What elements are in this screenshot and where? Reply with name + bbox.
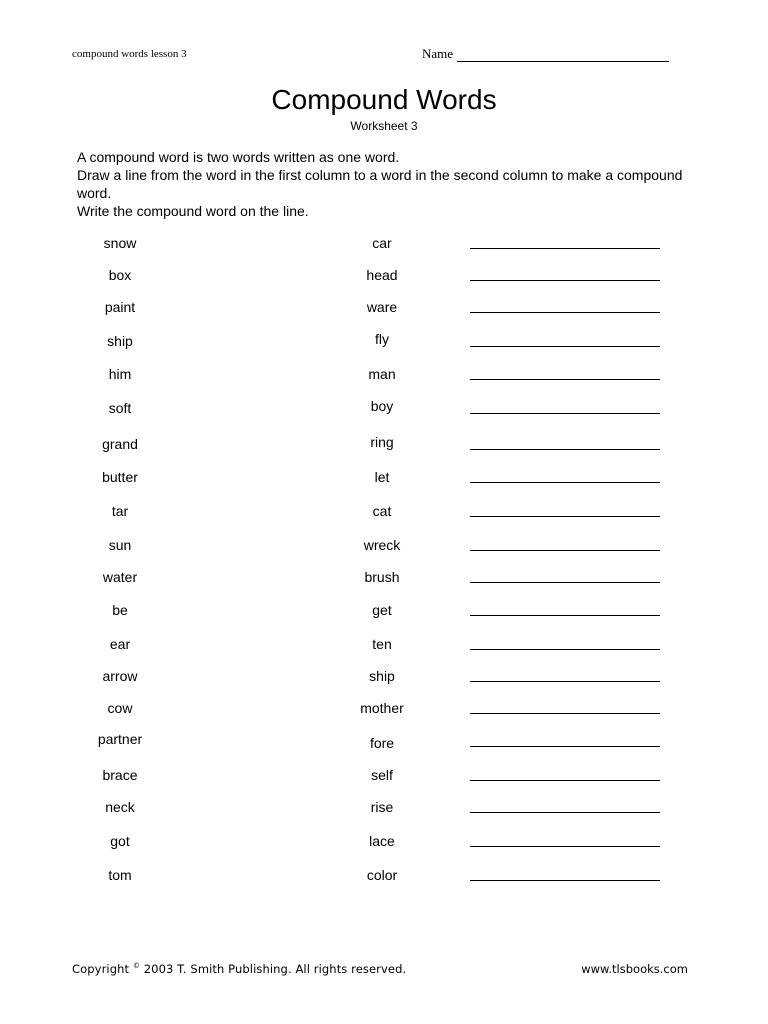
copyright-prefix: Copyright bbox=[72, 962, 130, 976]
answer-line[interactable] bbox=[470, 649, 660, 650]
answer-line[interactable] bbox=[470, 413, 660, 414]
instruction-3: Write the compound word on the line. bbox=[77, 203, 309, 219]
word-row bbox=[0, 731, 768, 751]
second-word: wreck bbox=[363, 537, 401, 553]
answer-line[interactable] bbox=[470, 346, 660, 347]
second-word: ring bbox=[370, 434, 394, 450]
answer-line[interactable] bbox=[470, 681, 660, 682]
second-word: boy bbox=[370, 398, 394, 414]
word-row bbox=[0, 797, 768, 817]
first-word: him bbox=[108, 366, 132, 382]
word-row bbox=[0, 233, 768, 253]
answer-line[interactable] bbox=[470, 880, 660, 881]
word-row bbox=[0, 501, 768, 521]
word-row bbox=[0, 467, 768, 487]
answer-line[interactable] bbox=[470, 780, 660, 781]
second-word: head bbox=[366, 267, 398, 283]
word-row bbox=[0, 398, 768, 418]
page-title: Compound Words bbox=[271, 84, 497, 115]
answer-line[interactable] bbox=[470, 582, 660, 583]
first-word: ear bbox=[109, 636, 131, 652]
second-word: cat bbox=[372, 503, 392, 519]
first-word: soft bbox=[108, 400, 132, 416]
instruction-2: Draw a line from the word in the first column to a word in the second column to make a compound word. bbox=[77, 167, 683, 201]
word-row bbox=[0, 331, 768, 351]
first-word: brace bbox=[102, 767, 138, 783]
word-row bbox=[0, 434, 768, 454]
answer-line[interactable] bbox=[470, 312, 660, 313]
copyright-text: 2003 T. Smith Publishing. All rights reserved. bbox=[143, 962, 407, 976]
first-word: butter bbox=[102, 469, 138, 485]
first-word: snow bbox=[103, 235, 137, 251]
lesson-label: compound words lesson 3 bbox=[72, 48, 187, 60]
second-word: fore bbox=[369, 735, 395, 751]
second-word: brush bbox=[364, 569, 400, 585]
copyright-symbol: © bbox=[132, 962, 140, 971]
word-row bbox=[0, 364, 768, 384]
name-label: Name bbox=[422, 46, 454, 61]
first-word: ship bbox=[107, 333, 133, 349]
word-row bbox=[0, 765, 768, 785]
answer-line[interactable] bbox=[470, 379, 660, 380]
first-word: neck bbox=[105, 799, 135, 815]
first-word: tom bbox=[108, 867, 132, 883]
copyright bbox=[72, 962, 406, 976]
instruction-1: A compound word is two words written as one word. bbox=[77, 149, 400, 165]
word-row bbox=[0, 634, 768, 654]
second-word: self bbox=[371, 767, 393, 783]
second-word: let bbox=[374, 469, 390, 485]
answer-line[interactable] bbox=[470, 615, 660, 616]
first-word: cow bbox=[107, 700, 133, 716]
second-word: lace bbox=[369, 833, 395, 849]
first-word: water bbox=[102, 569, 138, 585]
first-word: sun bbox=[108, 537, 132, 553]
answer-line[interactable] bbox=[470, 550, 660, 551]
word-row bbox=[0, 535, 768, 555]
answer-line[interactable] bbox=[470, 482, 660, 483]
first-word: box bbox=[108, 267, 132, 283]
word-row bbox=[0, 865, 768, 885]
answer-line[interactable] bbox=[470, 449, 660, 450]
second-word: mother bbox=[360, 700, 404, 716]
first-word: arrow bbox=[102, 668, 138, 684]
second-word: rise bbox=[370, 799, 394, 815]
answer-line[interactable] bbox=[470, 713, 660, 714]
word-row bbox=[0, 831, 768, 851]
answer-line[interactable] bbox=[470, 812, 660, 813]
second-word: ten bbox=[372, 636, 392, 652]
first-word: partner bbox=[97, 731, 143, 747]
second-word: get bbox=[372, 602, 392, 618]
word-row bbox=[0, 698, 768, 718]
first-word: tar bbox=[111, 503, 129, 519]
second-word: color bbox=[366, 867, 398, 883]
word-row bbox=[0, 567, 768, 587]
answer-line[interactable] bbox=[470, 280, 660, 281]
first-word: got bbox=[110, 833, 130, 849]
second-word: fly bbox=[375, 331, 389, 347]
word-row bbox=[0, 666, 768, 686]
second-word: ship bbox=[369, 668, 395, 684]
first-word: be bbox=[112, 602, 128, 618]
first-word: grand bbox=[102, 436, 138, 452]
answer-line[interactable] bbox=[470, 746, 660, 747]
answer-line[interactable] bbox=[470, 516, 660, 517]
first-word: paint bbox=[104, 299, 136, 315]
website-link[interactable]: www.tlsbooks.com bbox=[581, 962, 688, 976]
answer-line[interactable] bbox=[470, 248, 660, 249]
word-row bbox=[0, 297, 768, 317]
word-row bbox=[0, 600, 768, 620]
page-subtitle: Worksheet 3 bbox=[350, 119, 418, 133]
answer-line[interactable] bbox=[470, 846, 660, 847]
word-row bbox=[0, 265, 768, 285]
second-word: man bbox=[368, 366, 396, 382]
second-word: car bbox=[372, 235, 392, 251]
second-word: ware bbox=[366, 299, 398, 315]
